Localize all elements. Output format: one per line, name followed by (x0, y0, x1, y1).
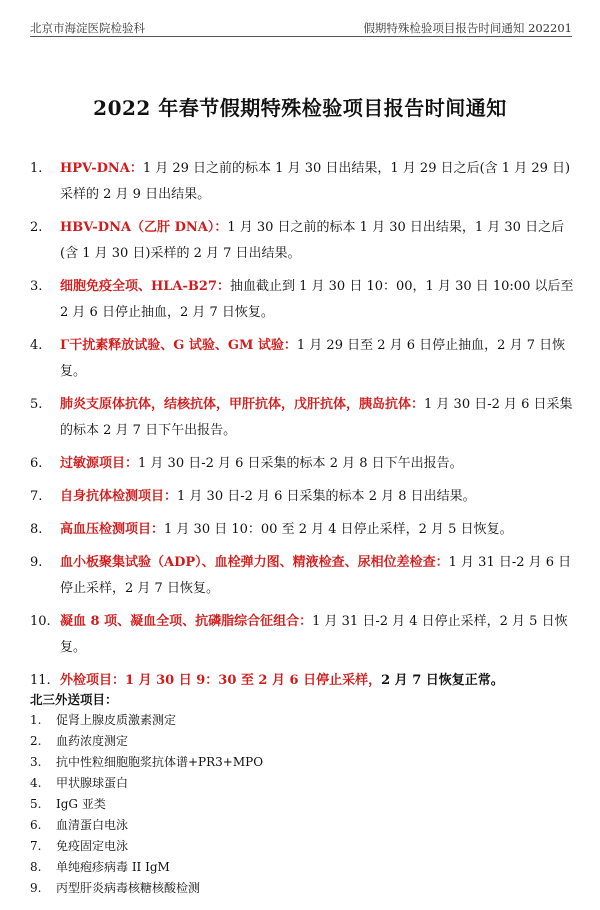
item-number: 6. (30, 456, 43, 471)
item-number: 2. (30, 220, 43, 235)
entry-text: IgG 亚类 (56, 797, 106, 811)
notice-list (30, 156, 576, 701)
list-item (30, 392, 576, 444)
entry-number: 4. (30, 776, 42, 790)
list-item (30, 857, 576, 878)
item-text: 2 月 7 日恢复正常。 (381, 673, 504, 688)
list-item (30, 773, 576, 794)
entry-number: 9. (30, 881, 42, 895)
item-text: 1 月 31 日-2 月 4 日停止采样，2 月 5 日恢复。 (60, 614, 568, 655)
list-item (30, 550, 576, 602)
item-number: 5. (30, 397, 43, 412)
item-text: 抽血截止到 1 月 30 日 10：00，1 月 30 日 10:00 以后至 2 月 6 日停止抽血，2 月 7 日恢复。 (60, 279, 574, 320)
list-item (30, 333, 576, 385)
item-label: 高血压检测项目： (60, 522, 165, 537)
entry-text: 血清蛋白电泳 (56, 818, 129, 832)
outsourced-list (30, 690, 576, 899)
item-label: 外检项目：1 月 30 日 9：30 至 2 月 6 日停止采样， (60, 673, 382, 688)
item-text: 1 月 31 日-2 月 6 日停止采样，2 月 7 日恢复。 (60, 555, 572, 596)
list-item (30, 274, 576, 326)
item-text: 1 月 30 日之前的标本 1 月 30 日出结果，1 月 30 日之后(含 1 月 30 日)采样的 2 月 7 日出结果。 (60, 220, 565, 261)
list-item (30, 794, 576, 815)
item-label: HBV-DNA（乙肝 DNA）： (60, 220, 228, 235)
entry-text: 抗中性粒细胞胞浆抗体谱+PR3+MPO (56, 755, 264, 769)
list-item (30, 836, 576, 857)
page-title: 2022 年春节假期特殊检验项目报告时间通知 (93, 96, 507, 120)
list-item (30, 710, 576, 731)
header-department: 北京市海淀医院检验科 (30, 21, 145, 35)
item-number: 10. (30, 614, 51, 629)
list-item (30, 731, 576, 752)
item-text: 1 月 30 日 10：00 至 2 月 4 日停止采样，2 月 5 日恢复。 (164, 522, 513, 537)
item-text: 1 月 30 日-2 月 6 日采集的标本 2 月 7 日下午出报告。 (60, 397, 573, 438)
entry-number: 7. (30, 839, 42, 853)
list-item (30, 752, 576, 773)
entry-number: 1. (30, 713, 42, 727)
entry-text: 丙型肝炎病毒核糖核酸检测 (56, 881, 201, 895)
outsourced-title: 北三外送项目： (30, 692, 118, 707)
list-item (30, 484, 576, 510)
entry-number: 2. (30, 734, 42, 748)
item-number: 3. (30, 279, 43, 294)
entry-number: 5. (30, 797, 42, 811)
list-item (30, 878, 576, 899)
item-label: 过敏源项目： (60, 456, 139, 471)
item-label: 凝血 8 项、凝血全项、抗磷脂综合征组合： (60, 614, 313, 629)
entry-number: 3. (30, 755, 42, 769)
entry-text: 单纯疱疹病毒 II IgM (56, 860, 170, 874)
entry-text: 血药浓度测定 (56, 734, 129, 748)
list-item (30, 451, 576, 477)
entry-number: 8. (30, 860, 42, 874)
list-item (30, 815, 576, 836)
entry-number: 6. (30, 818, 42, 832)
item-label: 自身抗体检测项目： (60, 489, 178, 504)
item-number: 11. (30, 673, 51, 688)
header-doc-title: 假期特殊检验项目报告时间通知 202201 (363, 21, 572, 35)
item-text: 1 月 30 日-2 月 6 日采集的标本 2 月 8 日出结果。 (177, 489, 476, 504)
item-text: 1 月 30 日-2 月 6 日采集的标本 2 月 8 日下午出报告。 (138, 456, 463, 471)
item-number: 8. (30, 522, 43, 537)
list-item (30, 609, 576, 661)
item-number: 7. (30, 489, 43, 504)
list-item (30, 215, 576, 267)
item-label: Γ干扰素释放试验、G 试验、GM 试验： (60, 338, 297, 353)
item-text: 1 月 29 日至 2 月 6 日停止抽血，2 月 7 日恢复。 (60, 338, 566, 379)
item-label: 肺炎支原体抗体，结核抗体，甲肝抗体，戊肝抗体，胰岛抗体： (60, 397, 425, 412)
item-number: 9. (30, 555, 43, 570)
list-item (30, 156, 576, 208)
item-number: 1. (30, 161, 43, 176)
item-label: HPV-DNA： (60, 161, 143, 176)
item-label: 细胞免疫全项、HLA-B27： (60, 279, 230, 294)
page-header (30, 20, 572, 37)
entry-text: 甲状腺球蛋白 (56, 776, 129, 790)
entry-text: 免疫固定电泳 (56, 839, 129, 853)
entry-text: 促肾上腺皮质激素测定 (56, 713, 177, 727)
item-text: 1 月 29 日之前的标本 1 月 30 日出结果，1 月 29 日之后(含 1 月 29 日)采样的 2 月 9 日出结果。 (60, 161, 571, 202)
item-label: 血小板聚集试验（ADP）、血栓弹力图、精液检查、尿相位差检查： (60, 555, 449, 570)
list-item (30, 517, 576, 543)
item-number: 4. (30, 338, 43, 353)
